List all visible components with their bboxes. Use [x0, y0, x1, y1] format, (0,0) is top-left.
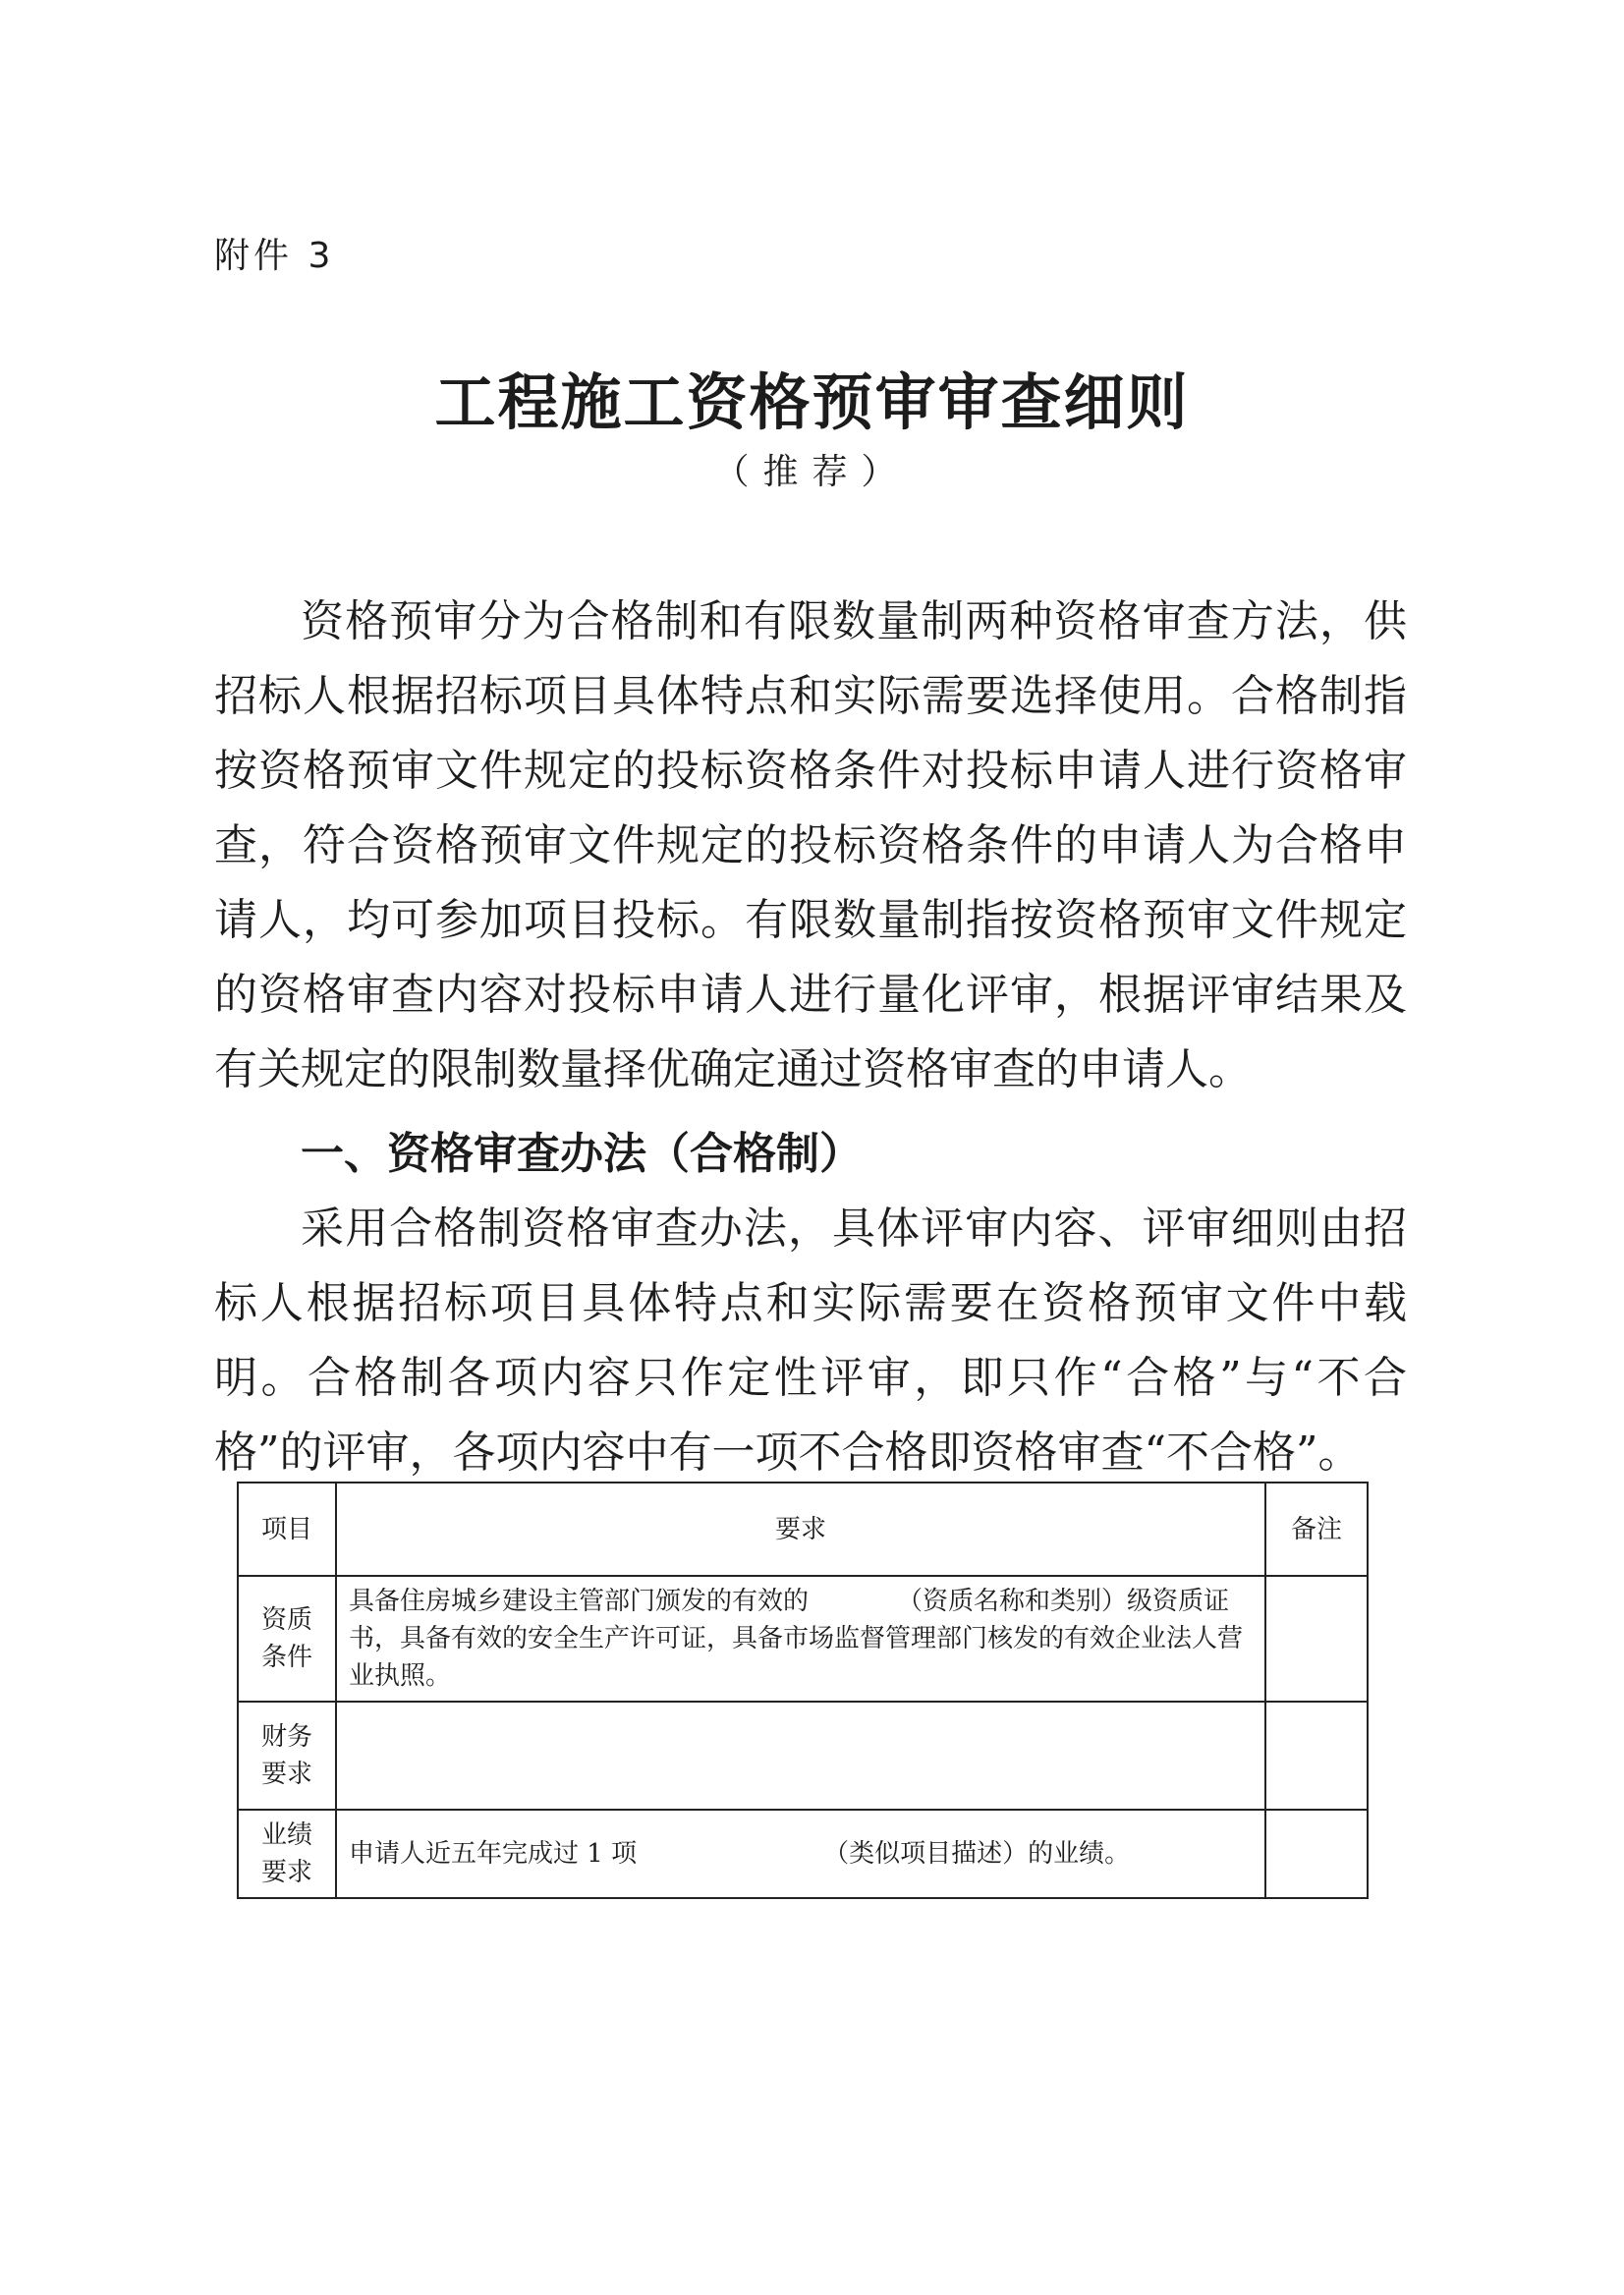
row-item-line2: 要求 — [260, 1858, 312, 1887]
document-subtitle: （推荐） — [713, 452, 911, 492]
table-row — [238, 1810, 1368, 1898]
attachment-label: 附件 3 — [214, 236, 335, 276]
row-note-cell — [1265, 1576, 1368, 1702]
row-requirement-cell — [336, 1810, 1265, 1898]
section-heading: 一、资格审查办法（合格制） — [301, 1129, 863, 1179]
row-item-cell — [238, 1576, 336, 1702]
row-item-line1: 业绩 — [260, 1820, 312, 1850]
row-requirement-cell — [336, 1702, 1265, 1810]
row-requirement-cell — [336, 1576, 1265, 1702]
requirement-text-part2: （类似项目描述）的业绩。 — [823, 1839, 1131, 1869]
table-header-row — [238, 1483, 1368, 1576]
section-body-paragraph: 采用合格制资格审查办法，具体评审内容、评审细则由招标人根据招标项目具体特点和实际需要在资格预审文件中载明。合格制各项内容只作定性评审，即只作“合格”与“不合格”的评审，各项内容中有一项不合格即资格审查“不合格”。 — [214, 1203, 1407, 1478]
table-row — [238, 1576, 1368, 1702]
intro-paragraph: 资格预审分为合格制和有限数量制两种资格审查方法，供招标人根据招标项目具体特点和实际需要选择使用。合格制指按资格预审文件规定的投标资格条件对投标申请人进行资格审查，符合资格预审文件规定的投标资格条件的申请人为合格申请人，均可参加项目投标。有限数量制指按资格预审文件规定的资格审查内容对投标申请人进行量化评审，根据评审结果及有关规定的限制数量择优确定通过资格审查的申请人。 — [214, 596, 1407, 1094]
row-item-line1: 财务 — [260, 1722, 312, 1752]
row-item-line2: 要求 — [260, 1760, 312, 1789]
requirement-text-part1: 申请人近五年完成过 1 项 — [349, 1839, 638, 1869]
row-item-cell — [238, 1810, 336, 1898]
requirements-table — [237, 1482, 1369, 1899]
requirement-text-part1: 具备住房城乡建设主管部门颁发的有效的 — [349, 1587, 810, 1616]
row-item-cell — [238, 1702, 336, 1810]
header-note: 备注 — [1265, 1483, 1368, 1576]
row-note-cell — [1265, 1810, 1368, 1898]
header-item: 项目 — [238, 1483, 336, 1576]
row-item-line1: 资质 — [260, 1605, 312, 1635]
table-row — [238, 1702, 1368, 1810]
row-note-cell — [1265, 1702, 1368, 1810]
header-requirement: 要求 — [336, 1483, 1265, 1576]
requirement-text-part2: （资质名称和类别）级资质证书，具备有效的安全生产许可证，具备市场监督管理部门核发的有效企业法人营业执照。 — [349, 1587, 1244, 1691]
row-item-line2: 条件 — [260, 1643, 312, 1672]
document-title: 工程施工资格预审审查细则 — [434, 366, 1190, 438]
